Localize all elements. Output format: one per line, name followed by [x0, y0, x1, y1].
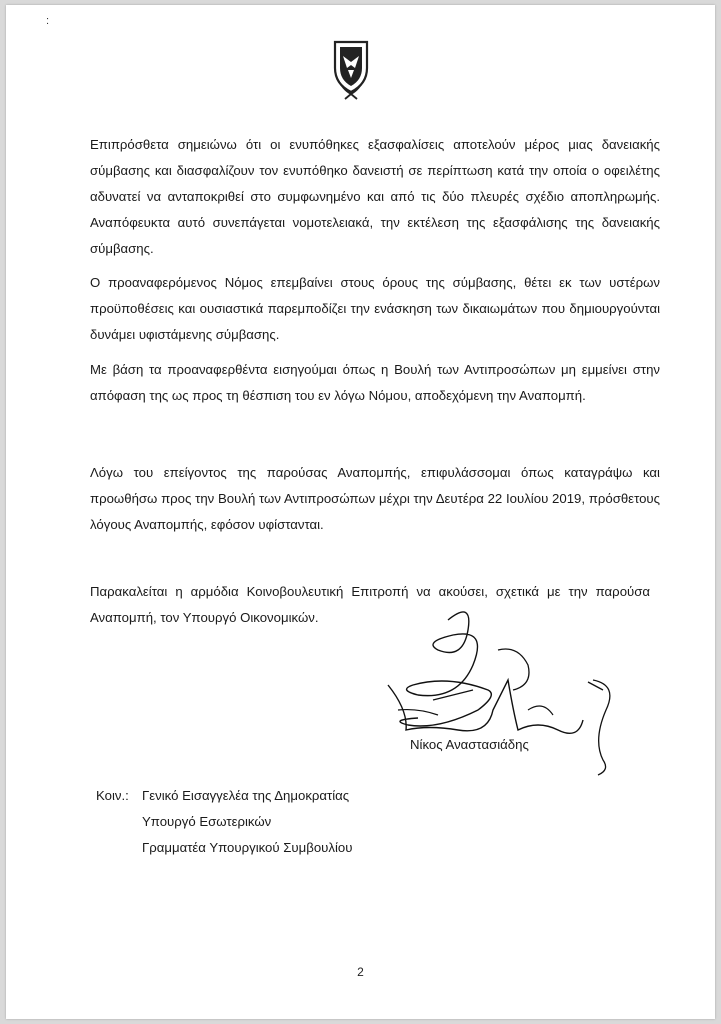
- paragraph-text: Επιπρόσθετα σημειώνω ότι οι ενυπόθηκες εξασφαλίσεις αποτελούν μέρος μιας δανειακής σύμβασης και διασφαλίζουν τον ενυπόθηκο δανειστή σε περίπτωση κατά την οποία ο οφειλέτης αδυνατεί να ανταποκριθεί στο συμφωνημένο και από τις δύο πλευρές σχέδιο αποπληρωμής. Αναπόφευκτα αυτό συνεπάγεται νομοτελειακά, την εκτέλεση της εξασφάλισης της δανειακής σύμβασης.: [90, 137, 660, 256]
- paragraph-2: [90, 270, 660, 348]
- cc-recipient: Υπουργό Εσωτερικών: [142, 814, 272, 829]
- page-number: 2: [357, 965, 364, 979]
- paragraph-text: Ο προαναφερόμενος Νόμος επεμβαίνει στους όρους της σύμβασης, θέτει εκ των υστέρων προϋποθέσεις και ουσιαστικά παρεμποδίζει την ενάσκηση των δικαιωμάτων που δημιουργούνται δυνάμει υφιστάμενης σύμβασης.: [90, 275, 660, 342]
- cc-label: Κοιν.:: [96, 788, 129, 803]
- coat-of-arms-emblem: [329, 38, 373, 100]
- paragraph-text: Με βάση τα προαναφερθέντα εισηγούμαι όπως η Βουλή των Αντιπροσώπων μη εμμείνει στην απόφαση της ως προς τη θέσπιση του εν λόγω Νόμου, αποδεχόμενη την Αναπομπή.: [90, 362, 660, 403]
- paragraph-text: Λόγω του επείγοντος της παρούσας Αναπομπής, επιφυλάσσομαι όπως καταγράψω και προωθήσω προς την Βουλή των Αντιπροσώπων μέχρι την Δευτέρα 22 Ιουλίου 2019, πρόσθετους λόγους Αναπομπής, εφόσον υφίστανται.: [90, 465, 660, 532]
- handwritten-signature: [378, 590, 628, 785]
- signer-name: Νίκος Αναστασιάδης: [410, 737, 529, 752]
- paragraph-3: [90, 357, 660, 409]
- cc-recipient-list: [142, 783, 442, 861]
- paragraph-text: Παρακαλείται η αρμόδια Κοινοβουλευτική Επιτροπή να ακούσει, σχετικά με την παρούσα Αναπομπή, τον Υπουργό Οικονομικών.: [90, 584, 650, 625]
- cc-recipient: Γενικό Εισαγγελέα της Δημοκρατίας: [142, 788, 350, 803]
- cc-recipient: Γραμματέα Υπουργικού Συμβουλίου: [142, 840, 353, 855]
- document-page: [6, 5, 715, 1019]
- corner-mark: :: [46, 15, 50, 27]
- paragraph-1: [90, 132, 660, 262]
- paragraph-4: [90, 460, 660, 538]
